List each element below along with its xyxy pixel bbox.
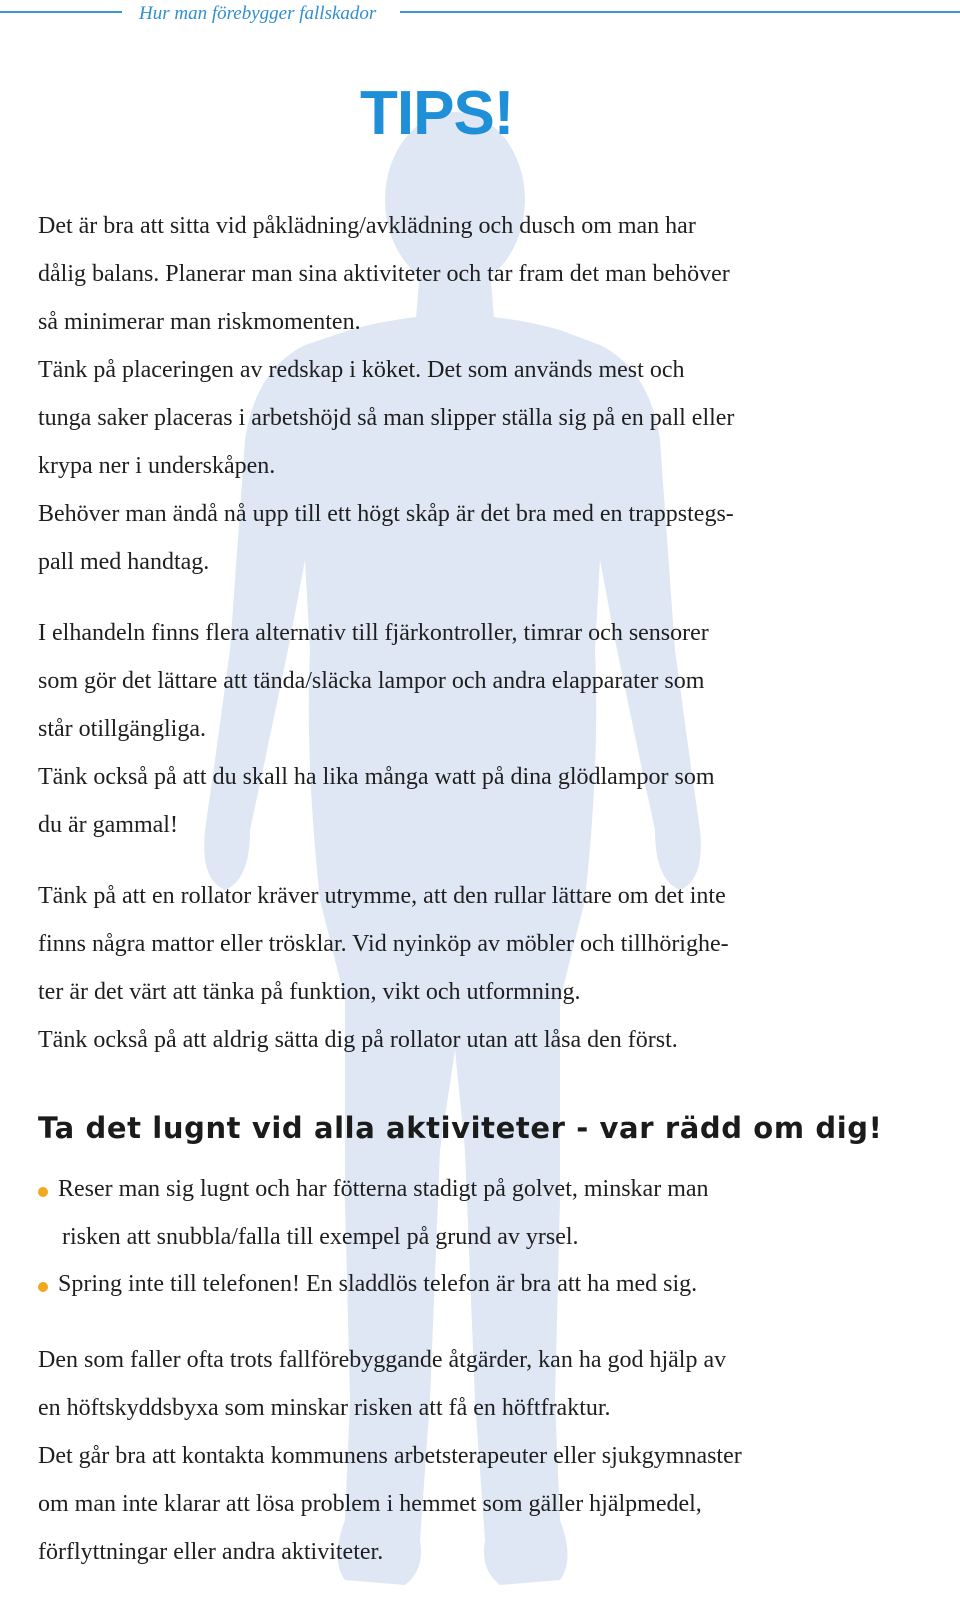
bullet-item-line: Spring inte till telefonen! En sladdlös telefon är bra att ha med sig. bbox=[58, 1271, 698, 1297]
page-title: TIPS! bbox=[360, 79, 514, 148]
section-heading: Ta det lugnt vid alla aktiviteter - var rädd om dig! bbox=[38, 1111, 883, 1145]
bullet-item-line: risken att snubbla/falla till exempel på grund av yrsel. bbox=[62, 1224, 579, 1250]
running-header: Hur man förebygger fallskador bbox=[139, 3, 377, 24]
p1-line: pall med handtag. bbox=[38, 549, 210, 575]
closing-line: om man inte klarar att lösa problem i hemmet som gäller hjälpmedel, bbox=[38, 1491, 702, 1517]
p1-line: Tänk på placeringen av redskap i köket. Det som används mest och bbox=[38, 357, 685, 383]
p2-line: står otillgängliga. bbox=[38, 716, 206, 742]
p2-line: I elhandeln finns flera alternativ till fjärkontroller, timrar och sensorer bbox=[38, 620, 709, 646]
p1-line: Det är bra att sitta vid påklädning/avklädning och dusch om man har bbox=[38, 213, 696, 239]
bullet-dot-icon bbox=[38, 1282, 48, 1292]
p1-line: så minimerar man riskmomenten. bbox=[38, 309, 361, 335]
p2-line: som gör det lättare att tända/släcka lampor och andra elapparater som bbox=[38, 668, 705, 694]
p3-line: Tänk på att en rollator kräver utrymme, att den rullar lättare om det inte bbox=[38, 883, 726, 909]
closing-line: Den som faller ofta trots fallförebyggande åtgärder, kan ha god hjälp av bbox=[38, 1347, 727, 1373]
p3-line: ter är det värt att tänka på funktion, vikt och utformning. bbox=[38, 979, 581, 1005]
closing-line: en höftskyddsbyxa som minskar risken att få en höftfraktur. bbox=[38, 1395, 611, 1421]
p1-line: Behöver man ändå nå upp till ett högt skåp är det bra med en trappstegs- bbox=[38, 501, 734, 527]
p1-line: krypa ner i underskåpen. bbox=[38, 453, 276, 479]
p3-line: finns några mattor eller trösklar. Vid nyinköp av möbler och tillhörighe- bbox=[38, 931, 729, 957]
p1-line: dålig balans. Planerar man sina aktiviteter och tar fram det man behöver bbox=[38, 261, 730, 287]
bullet-dot-icon bbox=[38, 1187, 48, 1197]
bullet-item-line: Reser man sig lugnt och har fötterna stadigt på golvet, minskar man bbox=[58, 1176, 709, 1202]
closing-line: Det går bra att kontakta kommunens arbetsterapeuter eller sjukgymnaster bbox=[38, 1443, 742, 1469]
p2-line: Tänk också på att du skall ha lika många watt på dina glödlampor som bbox=[38, 764, 715, 790]
p3-line: Tänk också på att aldrig sätta dig på rollator utan att låsa den först. bbox=[38, 1027, 678, 1053]
p1-line: tunga saker placeras i arbetshöjd så man slipper ställa sig på en pall eller bbox=[38, 405, 735, 431]
p2-line: du är gammal! bbox=[38, 812, 178, 838]
closing-line: förflyttningar eller andra aktiviteter. bbox=[38, 1539, 384, 1565]
